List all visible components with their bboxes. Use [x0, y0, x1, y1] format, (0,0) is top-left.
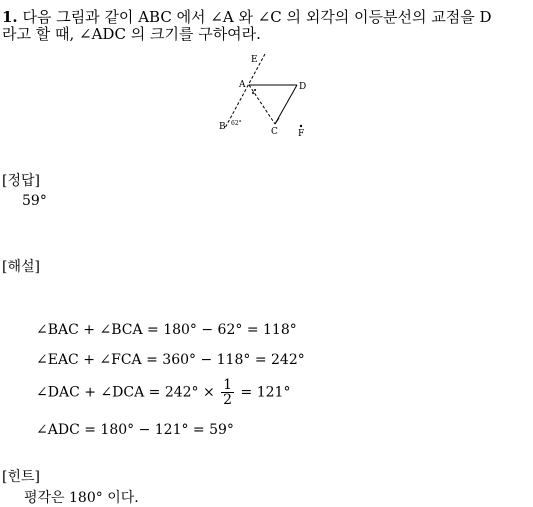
line-CF [275, 118, 279, 124]
explanation-line-3-tail: = 121° [240, 384, 291, 401]
question-line-2: 라고 할 때, ∠ADC 의 크기를 구하여라. [2, 25, 261, 43]
fraction-denominator: 2 [223, 392, 233, 408]
explanation-line-2: ∠EAC + ∠FCA = 360° − 118° = 242° [36, 352, 305, 368]
line-EB [225, 54, 265, 128]
explanation-line-3-head: ∠DAC + ∠DCA = 242° × [36, 384, 215, 401]
label-B: B [219, 122, 226, 132]
label-F: F [298, 129, 305, 139]
explanation-header: [해설] [2, 259, 40, 275]
label-E: E [251, 55, 258, 65]
explanation-line-4: ∠ADC = 180° − 121° = 59° [36, 422, 234, 438]
label-angle-62: 62° [231, 120, 242, 127]
answer-header: [정답] [2, 173, 40, 189]
explanation-line-3 [36, 378, 290, 407]
fraction-numerator: 1 [223, 377, 233, 393]
segment-AC [249, 85, 275, 124]
geometry-figure [215, 52, 315, 142]
label-C: C [271, 127, 278, 137]
angle-mark-A2 [252, 92, 254, 94]
explanation-line-1: ∠BAC + ∠BCA = 180° − 62° = 118° [36, 322, 297, 338]
hint-header: [힌트] [2, 469, 40, 485]
answer-value: 59° [22, 193, 47, 209]
fraction-one-half [221, 378, 234, 407]
label-D: D [299, 82, 307, 92]
question-number: 1. [2, 8, 18, 26]
hint-text: 평각은 180° 이다. [24, 490, 139, 506]
point-F-dot [300, 125, 302, 127]
label-A: A [239, 80, 246, 90]
question-text-1: 다음 그림과 같이 ABC 에서 ∠A 와 ∠C 의 외각의 이등분선의 교점을 D [22, 8, 492, 26]
angle-mark-A [254, 89, 256, 91]
